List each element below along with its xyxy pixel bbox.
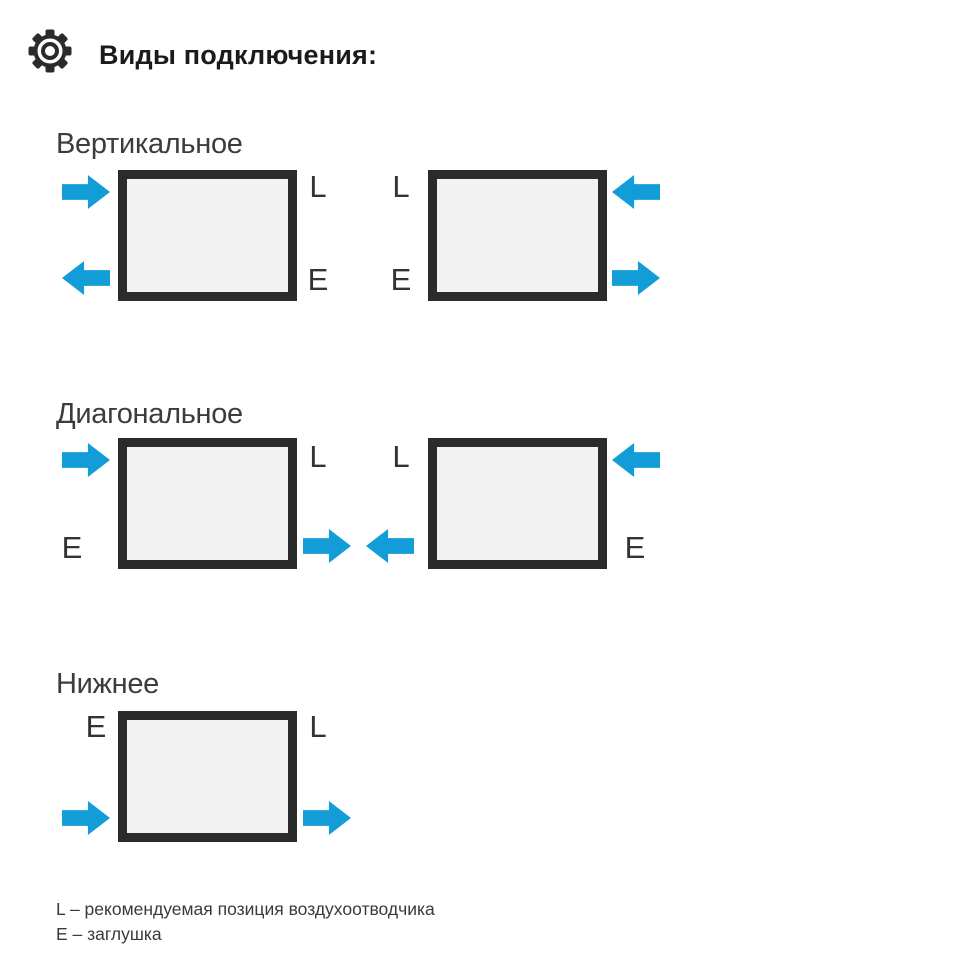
port-label-e: E	[624, 530, 646, 565]
port-label-e: E	[85, 709, 107, 744]
radiator-box	[118, 170, 297, 301]
outlet-arrow-icon	[612, 261, 660, 295]
port-label-l: L	[392, 169, 410, 204]
page-title: Виды подключения:	[99, 40, 378, 70]
outlet-arrow-icon	[303, 801, 351, 835]
legend	[56, 897, 435, 947]
inlet-arrow-icon	[62, 175, 110, 209]
outlet-arrow-icon	[62, 261, 110, 295]
legend-line-l: L – рекомендуемая позиция воздухоотводчика	[56, 899, 435, 919]
port-label-e: E	[390, 262, 412, 297]
outlet-arrow-icon	[303, 529, 351, 563]
section-title-vertical: Вертикальное	[56, 128, 243, 160]
gear-icon	[27, 28, 73, 74]
port-label-l: L	[392, 439, 410, 474]
radiator-box	[118, 438, 297, 569]
port-label-l: L	[309, 439, 327, 474]
inlet-arrow-icon	[62, 801, 110, 835]
radiator-box	[428, 438, 607, 569]
inlet-arrow-icon	[612, 443, 660, 477]
port-label-l: L	[309, 709, 327, 744]
legend-line-e: E – заглушка	[56, 924, 162, 944]
section-title-diagonal: Диагональное	[56, 398, 243, 430]
outlet-arrow-icon	[366, 529, 414, 563]
port-label-e: E	[61, 530, 83, 565]
port-label-l: L	[309, 169, 327, 204]
radiator-box	[118, 711, 297, 842]
radiator-box	[428, 170, 607, 301]
inlet-arrow-icon	[62, 443, 110, 477]
port-label-e: E	[307, 262, 329, 297]
inlet-arrow-icon	[612, 175, 660, 209]
section-title-bottom: Нижнее	[56, 668, 160, 700]
